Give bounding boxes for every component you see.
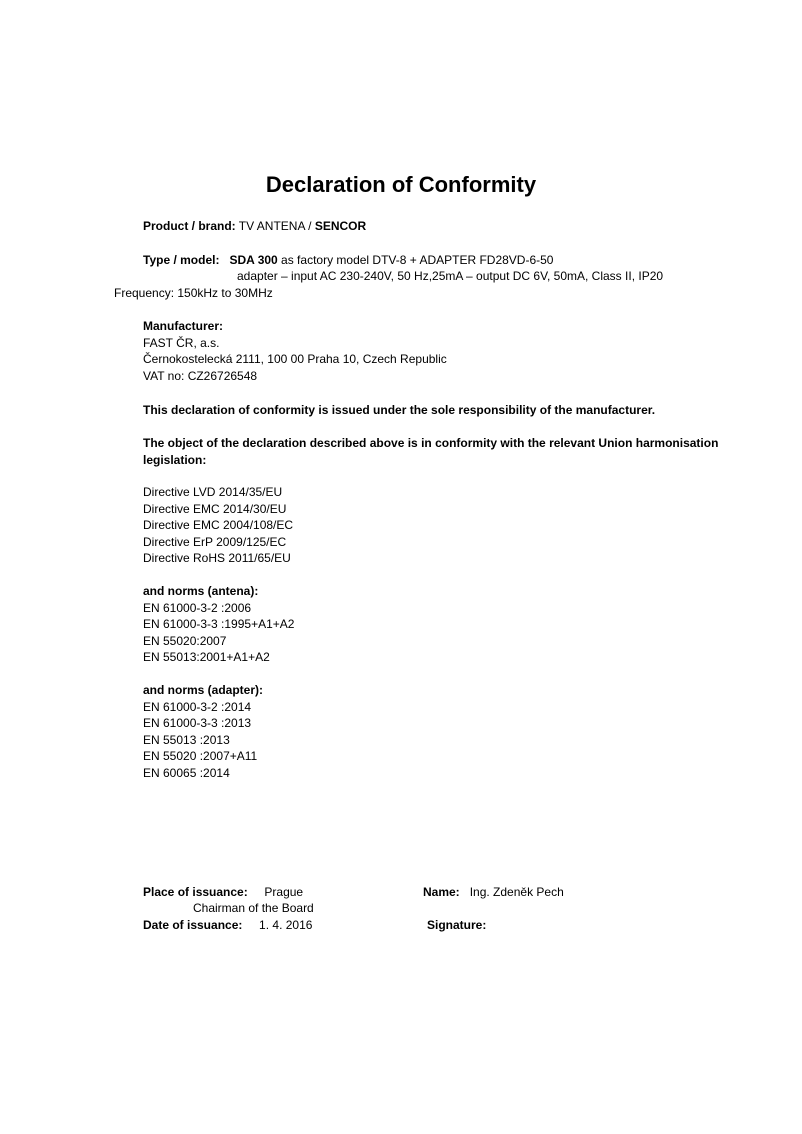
directive-item: Directive RoHS 2011/65/EU: [143, 551, 291, 566]
directive-item: Directive ErP 2009/125/EC: [143, 534, 287, 549]
directives-list: [143, 484, 293, 567]
model-name: SDA 300: [229, 253, 278, 267]
norm-item: EN 60065 :2014: [143, 765, 230, 780]
norms-antena-list: [143, 583, 294, 666]
date-of-issuance: [143, 917, 312, 933]
signatory-name: [423, 884, 564, 900]
manufacturer-address: Černokostelecká 2111, 100 00 Praha 10, Czech Republic: [143, 352, 447, 367]
product-label: Product / brand:: [143, 219, 236, 233]
conformity-statement: [143, 435, 718, 468]
name-value: Ing. Zdeněk Pech: [469, 885, 564, 899]
product-line: [143, 218, 366, 234]
manufacturer-label: Manufacturer:: [143, 319, 224, 333]
directive-item: Directive EMC 2014/30/EU: [143, 501, 287, 516]
norm-item: EN 55013 :2013: [143, 732, 230, 747]
norms-adapter-label: and norms (adapter):: [143, 683, 264, 697]
norms-adapter-list: [143, 682, 263, 782]
norm-item: EN 55013:2001+A1+A2: [143, 650, 270, 665]
responsibility-statement: This declaration of conformity is issued under the sole responsibility of the manufacturer.: [143, 403, 656, 417]
place-label: Place of issuance:: [143, 885, 248, 899]
norm-item: EN 55020 :2007+A11: [143, 749, 258, 764]
date-value: 1. 4. 2016: [259, 918, 313, 932]
place-of-issuance: [143, 884, 303, 900]
place-value: Prague: [264, 885, 304, 899]
norm-item: EN 61000-3-3 :1995+A1+A2: [143, 617, 295, 632]
adapter-line: adapter – input AC 230-240V, 50 Hz,25mA – output DC 6V, 50mA, Class II, IP20: [237, 269, 664, 283]
date-label: Date of issuance:: [143, 918, 243, 932]
norm-item: EN 61000-3-3 :2013: [143, 716, 252, 731]
directive-item: Directive LVD 2014/35/EU: [143, 485, 283, 499]
norm-item: EN 61000-3-2 :2014: [143, 699, 252, 714]
norms-antena-label: and norms (antena):: [143, 584, 259, 598]
signature-label: Signature:: [427, 918, 487, 932]
directive-item: Directive EMC 2004/108/EC: [143, 518, 294, 533]
manufacturer-vat: VAT no: CZ26726548: [143, 368, 258, 383]
conformity-statement-line2: legislation:: [143, 452, 207, 467]
conformity-statement-line1: The object of the declaration described above is in conformity with the relevant Union harmonisation: [143, 436, 719, 450]
name-label: Name:: [423, 885, 460, 899]
manufacturer-name: FAST ČR, a.s.: [143, 335, 220, 350]
type-model-line: [143, 252, 553, 268]
norm-item: EN 61000-3-2 :2006: [143, 600, 252, 615]
frequency-line: Frequency: 150kHz to 30MHz: [114, 286, 273, 300]
product-value: TV ANTENA /: [238, 219, 315, 233]
type-model-label: Type / model:: [143, 253, 220, 267]
product-brand: SENCOR: [314, 219, 367, 233]
page-title: Declaration of Conformity: [265, 172, 537, 197]
manufacturer-block: [143, 318, 447, 384]
signatory-role: Chairman of the Board: [193, 901, 314, 915]
model-rest: as factory model DTV-8 + ADAPTER FD28VD-6-50: [277, 253, 554, 267]
norm-item: EN 55020:2007: [143, 633, 227, 648]
